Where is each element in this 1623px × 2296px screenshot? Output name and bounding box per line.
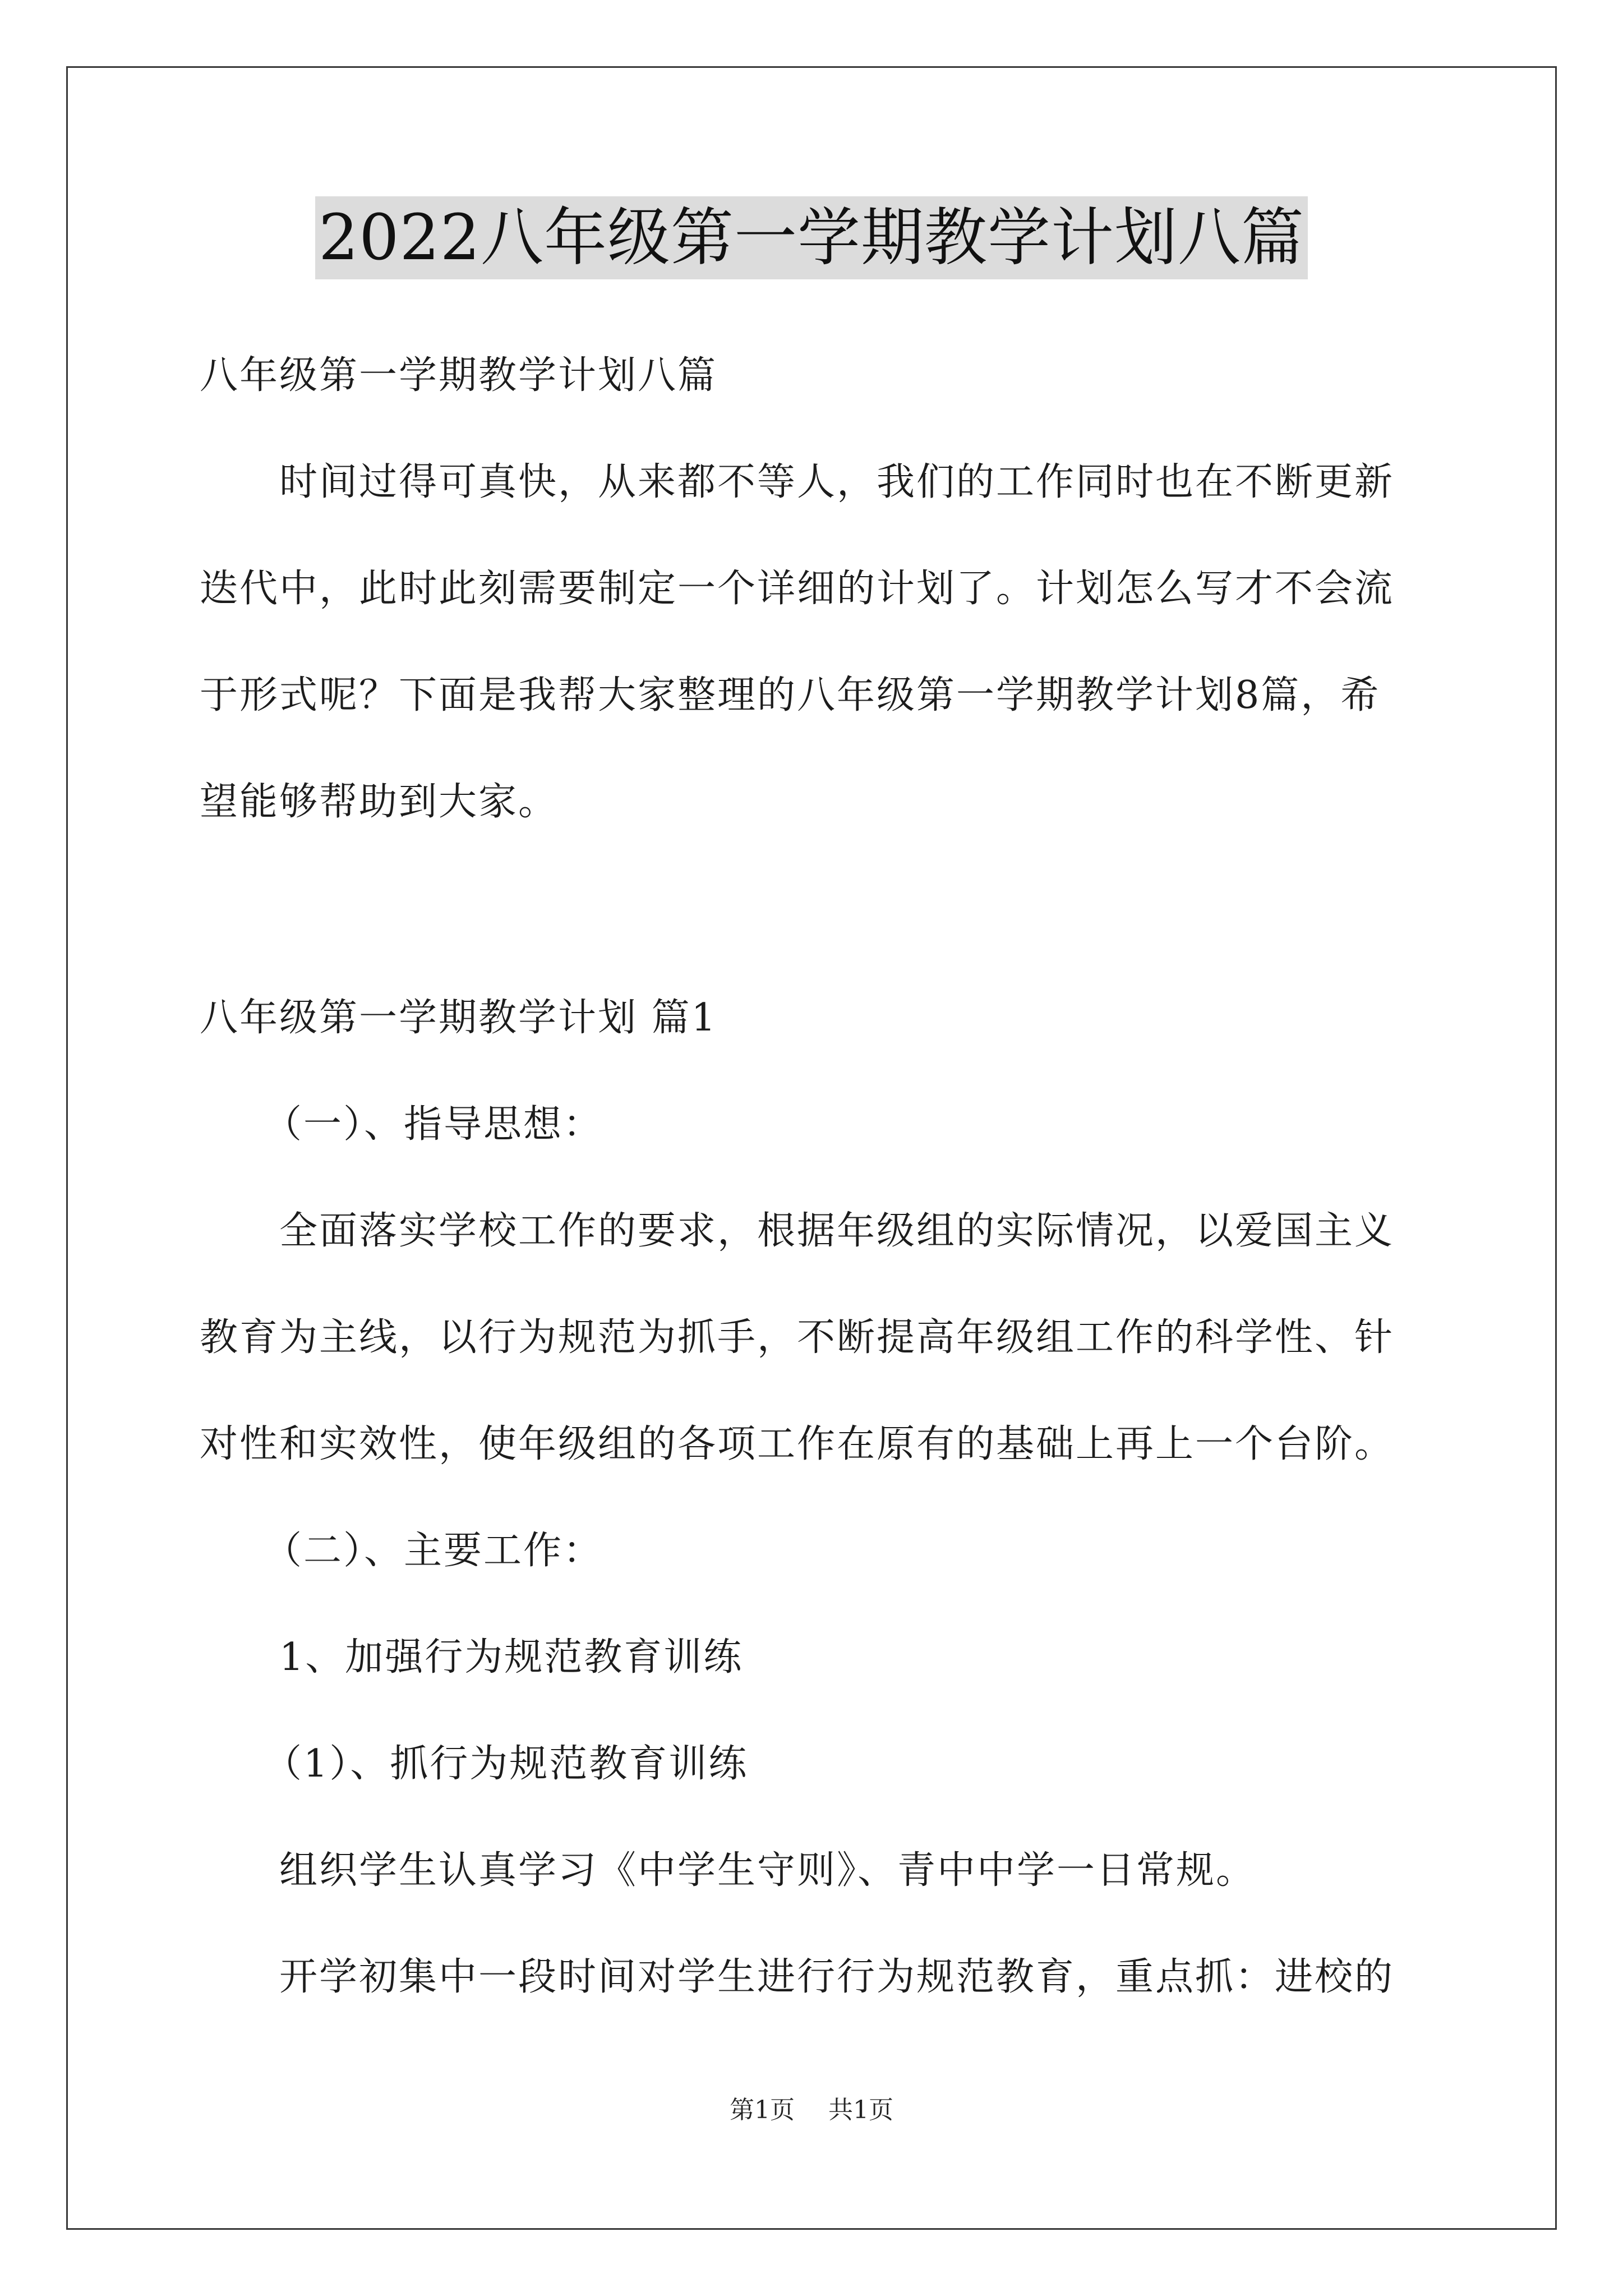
paragraph-a: 组织学生认真学习《中学生守则》、青中中学一日常规。 xyxy=(279,1848,1256,1893)
page-total: 共1页 xyxy=(828,2096,893,2124)
part1-line-3: 对性和实效性，使年级组的各项工作在原有的基础上再上一个台阶。 xyxy=(200,1422,1395,1466)
page-footer xyxy=(0,2095,1623,2126)
page-number: 第1页 xyxy=(730,2096,795,2124)
item-1: 1、加强行为规范教育训练 xyxy=(279,1635,744,1680)
item-1-1: （1）、抓行为规范教育训练 xyxy=(264,1742,749,1786)
intro-line-3: 于形式呢？下面是我帮大家整理的八年级第一学期教学计划8篇，希 xyxy=(200,673,1381,717)
section-heading: 八年级第一学期教学计划 篇1 xyxy=(200,996,717,1040)
document-title: 2022八年级第一学期教学计划八篇 xyxy=(315,196,1308,279)
part1-line-2: 教育为主线，以行为规范为抓手，不断提高年级组工作的科学性、针 xyxy=(200,1315,1395,1360)
intro-line-1: 时间过得可真快，从来都不等人，我们的工作同时也在不断更新 xyxy=(279,460,1395,504)
part1-heading: （一）、指导思想： xyxy=(264,1102,603,1147)
intro-line-4: 望能够帮助到大家。 xyxy=(200,780,559,824)
paragraph-b: 开学初集中一段时间对学生进行行为规范教育，重点抓：进校的 xyxy=(279,1955,1395,1999)
intro-line-2: 迭代中，此时此刻需要制定一个详细的计划了。计划怎么写才不会流 xyxy=(200,567,1395,611)
part1-line-1: 全面落实学校工作的要求，根据年级组的实际情况，以爱国主义 xyxy=(279,1209,1395,1253)
part2-heading: （二）、主要工作： xyxy=(264,1529,603,1573)
title-container xyxy=(0,196,1623,279)
document-subtitle: 八年级第一学期教学计划八篇 xyxy=(200,353,718,398)
